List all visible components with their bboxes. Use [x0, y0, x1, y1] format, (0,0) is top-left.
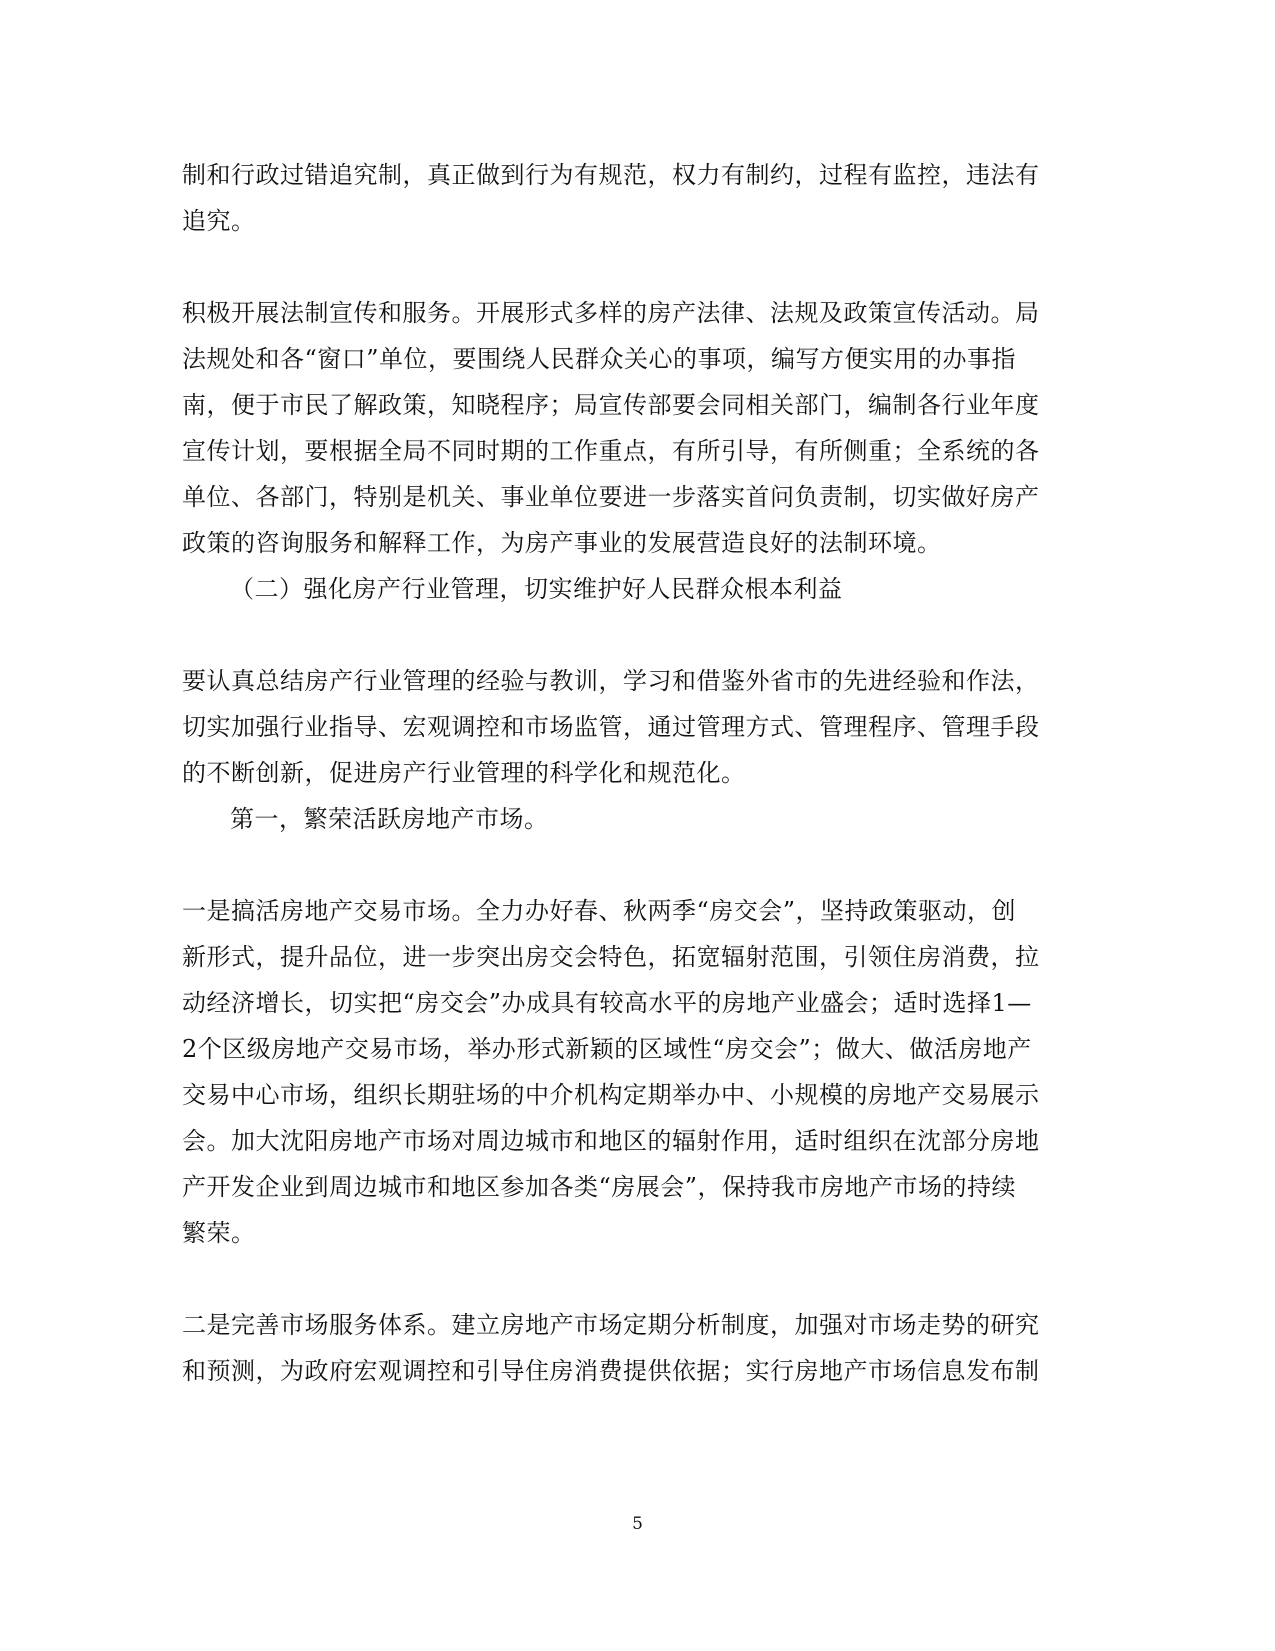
- text-line: 追究。: [182, 207, 256, 235]
- text-line: 2个区级房地产交易市场，举办形式新颖的区域性“房交会”；做大、做活房地产: [182, 1035, 1032, 1063]
- text-line: 产开发企业到周边城市和地区参加各类“房展会”，保持我市房地产市场的持续: [182, 1173, 1017, 1201]
- text-line: 政策的咨询服务和解释工作，为房产事业的发展营造良好的法制环境。: [182, 529, 942, 557]
- text-line: 和预测，为政府宏观调控和引导住房消费提供依据；实行房地产市场信息发布制: [182, 1357, 1040, 1385]
- text-line: 的不断创新，促进房产行业管理的科学化和规范化。: [182, 759, 746, 787]
- section-heading: （二）强化房产行业管理，切实维护好人民群众根本利益: [230, 575, 843, 603]
- text-line: 法规处和各“窗口”单位，要围绕人民群众关心的事项，编写方便实用的办事指: [182, 345, 1017, 373]
- page-number: 5: [632, 1514, 643, 1534]
- text-line: 积极开展法制宣传和服务。开展形式多样的房产法律、法规及政策宣传活动。局: [182, 299, 1040, 327]
- text-line: 动经济增长，切实把“房交会”办成具有较高水平的房地产业盛会；适时选择1—: [182, 989, 1032, 1017]
- text-line: 切实加强行业指导、宏观调控和市场监管，通过管理方式、管理程序、管理手段: [182, 713, 1040, 741]
- text-line: 宣传计划，要根据全局不同时期的工作重点，有所引导，有所侧重；全系统的各: [182, 437, 1040, 465]
- text-line: 二是完善市场服务体系。建立房地产市场定期分析制度，加强对市场走势的研究: [182, 1311, 1040, 1339]
- text-line: 要认真总结房产行业管理的经验与教训，学习和借鉴外省市的先进经验和作法，: [182, 667, 1040, 695]
- text-line: 新形式，提升品位，进一步突出房交会特色，拓宽辐射范围，引领住房消费，拉: [182, 943, 1040, 971]
- subsection-heading: 第一，繁荣活跃房地产市场。: [230, 805, 549, 833]
- text-line: 会。加大沈阳房地产市场对周边城市和地区的辐射作用，适时组织在沈部分房地: [182, 1127, 1040, 1155]
- text-line: 单位、各部门，特别是机关、事业单位要进一步落实首问负责制，切实做好房产: [182, 483, 1040, 511]
- text-line: 交易中心市场，组织长期驻场的中介机构定期举办中、小规模的房地产交易展示: [182, 1081, 1040, 1109]
- text-line: 制和行政过错追究制，真正做到行为有规范，权力有制约，过程有监控，违法有: [182, 161, 1040, 189]
- text-line: 南，便于市民了解政策，知晓程序；局宣传部要会同相关部门，编制各行业年度: [182, 391, 1040, 419]
- text-line: 一是搞活房地产交易市场。全力办好春、秋两季“房交会”，坚持政策驱动，创: [182, 897, 1017, 925]
- text-line: 繁荣。: [182, 1219, 256, 1247]
